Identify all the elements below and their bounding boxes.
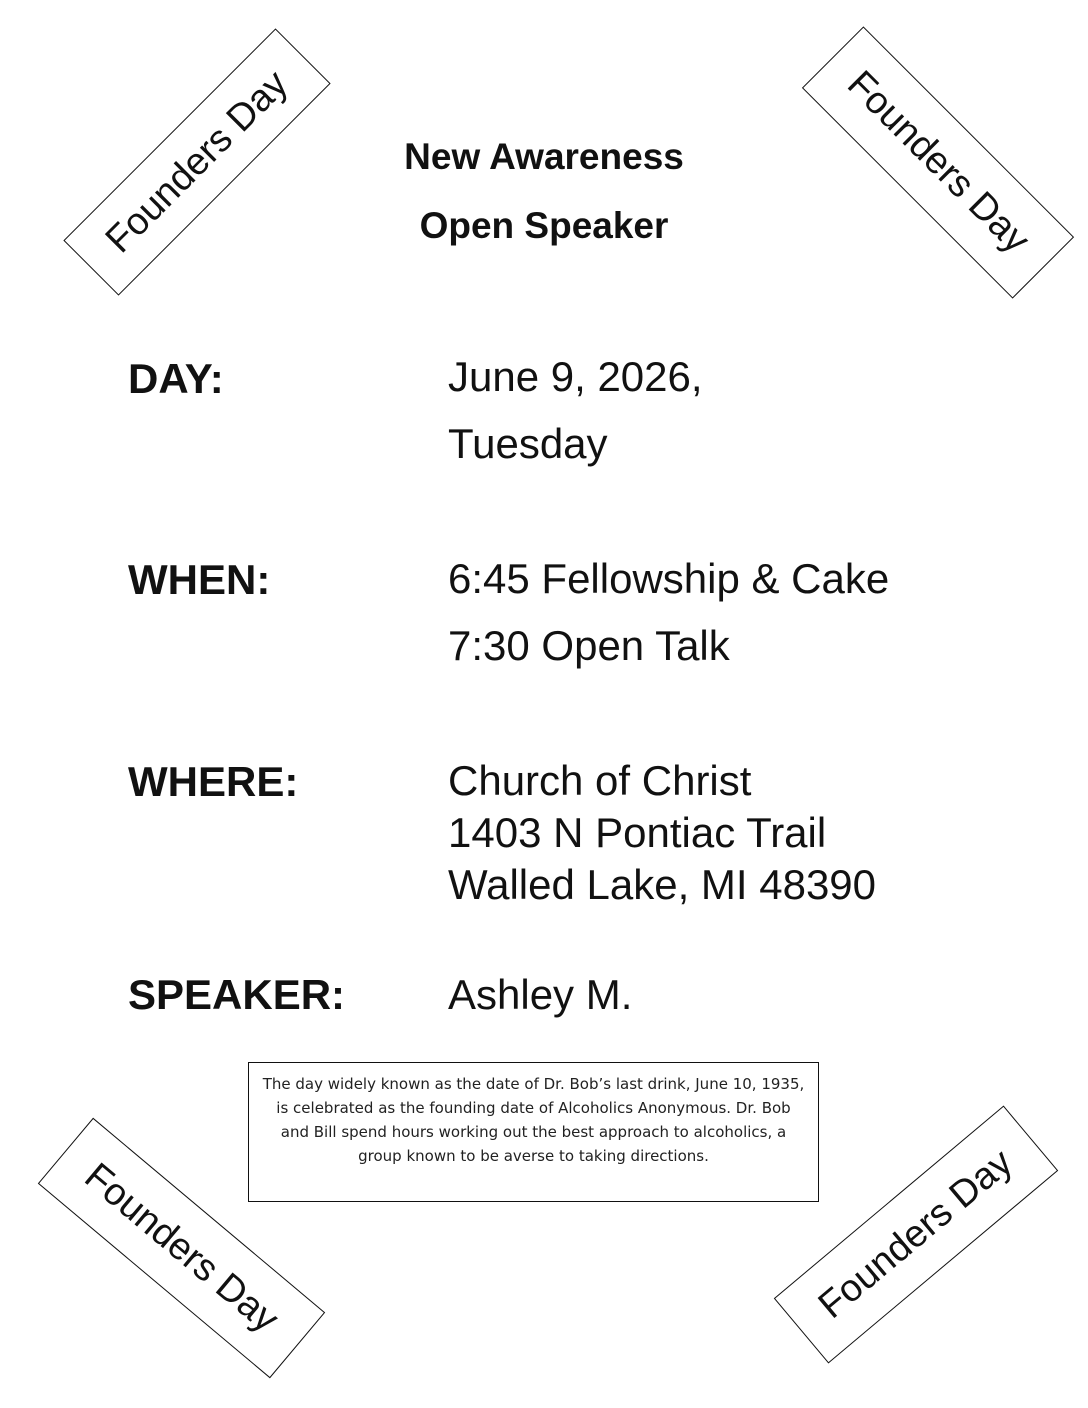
speaker-name: Ashley M. <box>448 971 633 1018</box>
stamp-label: Founders Day <box>839 62 1038 262</box>
day-weekday: Tuesday <box>448 420 608 467</box>
day-value <box>448 351 703 470</box>
where-venue: Church of Christ <box>448 757 752 804</box>
day-date: June 9, 2026, <box>448 353 703 400</box>
where-city: Walled Lake, MI 48390 <box>448 861 877 908</box>
stamp-label: Founders Day <box>76 1154 287 1341</box>
where-label: WHERE: <box>128 758 299 805</box>
where-street: 1403 N Pontiac Trail <box>448 809 827 856</box>
event-subtitle: Open Speaker <box>419 205 669 246</box>
history-note-text: The day widely known as the date of Dr. Bob’s last drink, June 10, 1935, is celebrated as the founding date of Alcoholics Anonymous. Dr. Bob and Bill spend hours working out the best approach to alcoholics, a group known to be averse to taking directions. <box>262 1075 805 1165</box>
event-title: New Awareness <box>404 136 684 177</box>
stamp-label: Founders Day <box>810 1141 1021 1327</box>
when-talk: 7:30 Open Talk <box>448 622 730 669</box>
stamp-label: Founders Day <box>97 62 296 261</box>
when-label: WHEN: <box>128 556 271 603</box>
history-note-box <box>248 1062 819 1202</box>
when-fellowship: 6:45 Fellowship & Cake <box>448 555 890 602</box>
speaker-label: SPEAKER: <box>128 971 346 1018</box>
day-label: DAY: <box>128 355 224 402</box>
where-value <box>448 755 876 911</box>
when-value <box>448 553 889 672</box>
